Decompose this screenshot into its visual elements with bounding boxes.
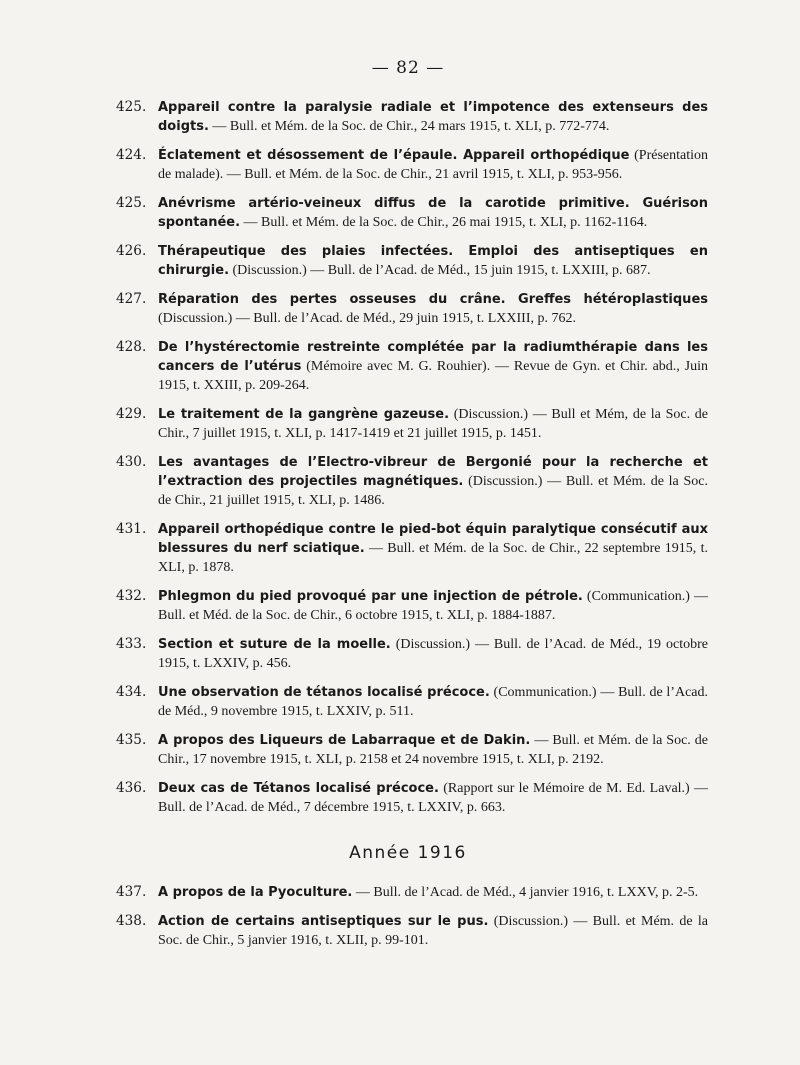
entry-number: 433. (116, 636, 147, 652)
entry-reference: (Discussion.) — Bull. de l’Acad. de Méd., 19 octobre 1915, t. LXXIV, p. 456. (158, 637, 708, 671)
page-number: — 82 — (371, 58, 445, 78)
entry-number: 431. (116, 521, 147, 537)
entry-reference: (Communication.) — Bull. de l’Acad. de Méd., 9 novembre 1915, t. LXXIV, p. 511. (158, 685, 708, 719)
bibliography-entry (108, 912, 708, 950)
entry-title: Appareil contre la paralysie radiale et l’impotence des extenseurs des doigts. (158, 100, 708, 134)
entry-number: 426. (116, 243, 147, 259)
entry-reference: (Discussion.) — Bull. de l’Acad. de Méd., 29 juin 1915, t. LXXIII, p. 762. (158, 311, 576, 326)
entry-number: 435. (116, 732, 147, 748)
bibliography-entry (108, 98, 708, 136)
entry-reference: (Discussion.) — Bull. et Mém. de la Soc. de Chir., 21 juillet 1915, t. XLI, p. 1486. (158, 474, 708, 508)
entry-title: De l’hystérectomie restreinte complétée par la radiumthérapie dans les cancers de l’utérus (158, 340, 708, 374)
entry-reference: (Discussion.) — Bull et Mém, de la Soc. de Chir., 7 juillet 1915, t. XLI, p. 1417-1419 et 21 juillet 1915, p. 1451. (158, 407, 709, 441)
entry-title: Le traitement de la gangrène gazeuse. (158, 407, 450, 422)
year-heading: Année 1916 (349, 843, 467, 863)
entry-reference: — Bull. et Mém. de la Soc. de Chir., 22 septembre 1915, t. XLI, p. 1878. (158, 541, 708, 575)
entry-reference: (Discussion.) — Bull. de l’Acad. de Méd., 15 juin 1915, t. LXXIII, p. 687. (229, 263, 651, 278)
entry-number: 437. (116, 884, 147, 900)
entry-reference: (Discussion.) — Bull. et Mém. de la Soc. de Chir., 5 janvier 1916, t. XLII, p. 99-101. (158, 914, 708, 948)
entry-title: A propos de la Pyoculture. (158, 885, 353, 900)
bibliography-entry (108, 453, 708, 510)
entry-number: 434. (116, 684, 147, 700)
bibliography-entry (108, 242, 708, 280)
entry-title: Une observation de tétanos localisé précoce. (158, 685, 490, 700)
entry-reference: (Communication.) — Bull. et Méd. de la Soc. de Chir., 6 octobre 1915, t. XLI, p. 1884-1887. (158, 589, 708, 623)
bibliography-list-1916 (108, 883, 708, 950)
bibliography-entry (108, 587, 708, 625)
entry-number: 429. (116, 406, 147, 422)
entry-title: Phlegmon du pied provoqué par une injection de pétrole. (158, 589, 583, 604)
bibliography-entry (108, 883, 708, 902)
entry-number: 425. (116, 195, 147, 211)
entry-number: 424. (116, 147, 147, 163)
entry-number: 428. (116, 339, 147, 355)
bibliography-entry (108, 290, 708, 328)
entry-reference: (Mémoire avec M. G. Rouhier). — Revue de Gyn. et Chir. abd., Juin 1915, t. XXIII, p. 209-264. (158, 359, 708, 393)
entry-number: 436. (116, 780, 147, 796)
entry-title: Action de certains antiseptiques sur le pus. (158, 914, 489, 929)
bibliography-list-1915 (108, 98, 708, 817)
bibliography-entry (108, 194, 708, 232)
entry-title: Éclatement et désossement de l’épaule. Appareil orthopédique (158, 148, 630, 163)
entry-number: 430. (116, 454, 147, 470)
bibliography-entry (108, 338, 708, 395)
entry-reference: (Présentation de malade). — Bull. et Mém. de la Soc. de Chir., 21 avril 1915, t. XLI, p. 953-956. (158, 148, 709, 182)
bibliography-entry (108, 146, 708, 184)
entry-reference: — Bull. et Mém. de la Soc. de Chir., 17 novembre 1915, t. XLI, p. 2158 et 24 novembre 1915, t. XLI, p. 2192. (158, 733, 708, 767)
entry-reference: — Bull. et Mém. de la Soc. de Chir., 26 mai 1915, t. XLI, p. 1162-1164. (240, 215, 648, 230)
bibliography-entry (108, 731, 708, 769)
bibliography-entry (108, 405, 708, 443)
entry-title: Anévrisme artério-veineux diffus de la carotide primitive. Guérison spontanée. (158, 196, 708, 230)
entry-number: 425. (116, 99, 147, 115)
bibliography-entry (108, 683, 708, 721)
entry-reference: (Rapport sur le Mémoire de M. Ed. Laval.) — Bull. de l’Acad. de Méd., 7 décembre 1915, t. LXXIV, p. 663. (158, 781, 708, 815)
entry-title: Appareil orthopédique contre le pied-bot équin paralytique consécutif aux blessures du nerf sciatique. (158, 522, 708, 556)
entry-title: Section et suture de la moelle. (158, 637, 391, 652)
entry-number: 438. (116, 913, 147, 929)
bibliography-entry (108, 635, 708, 673)
entry-reference: — Bull. et Mém. de la Soc. de Chir., 24 mars 1915, t. XLI, p. 772-774. (208, 119, 610, 134)
entry-title: Réparation des pertes osseuses du crâne. Greffes hétéroplastiques (158, 292, 708, 307)
entry-title: Les avantages de l’Electro-vibreur de Bergonié pour la recherche et l’extraction des projectiles magnétiques. (158, 455, 708, 489)
entry-title: Thérapeutique des plaies infectées. Emploi des antiseptiques en chirurgie. (158, 244, 708, 278)
entry-number: 432. (116, 588, 147, 604)
bibliography-entry (108, 520, 708, 577)
entry-title: A propos des Liqueurs de Labarraque et de Dakin. (158, 733, 531, 748)
entry-reference: — Bull. de l’Acad. de Méd., 4 janvier 1916, t. LXXV, p. 2-5. (352, 885, 699, 900)
entry-title: Deux cas de Tétanos localisé précoce. (158, 781, 439, 796)
bibliography-entry (108, 779, 708, 817)
entry-number: 427. (116, 291, 147, 307)
